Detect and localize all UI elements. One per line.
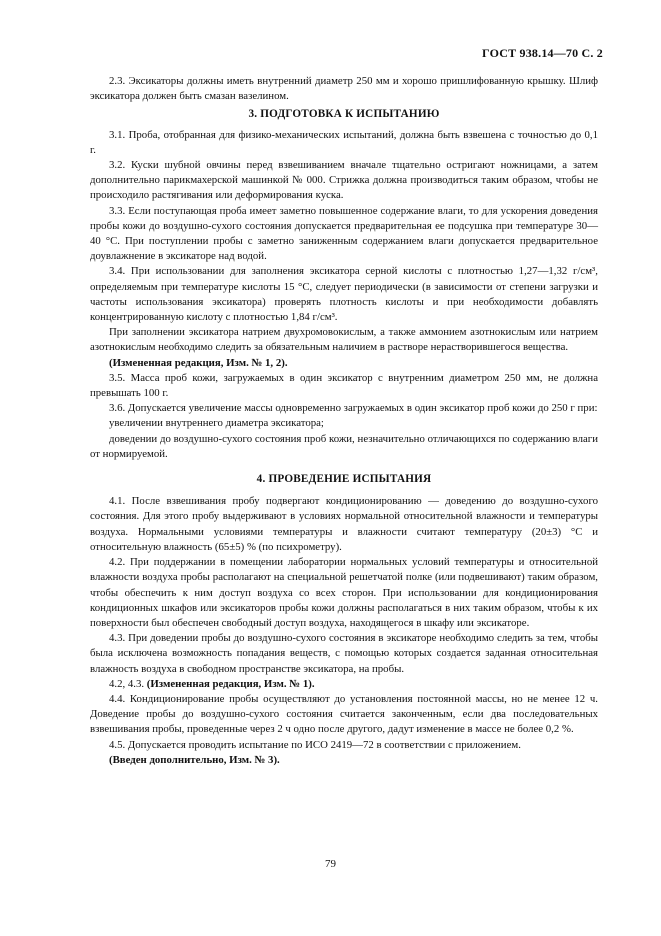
section-4-heading: 4. ПРОВЕДЕНИЕ ИСПЫТАНИЯ [256, 473, 432, 486]
paragraph-3-1: 3.1. Проба, отобранная для физико-механических испытаний, должна быть взвешена с точностью до 0,1 г. [90, 128, 598, 156]
edition-note-text: (Измененная редакция, Изм. № 1). [146, 677, 315, 690]
paragraph-4-3: 4.3. При доведении пробы до воздушно-сухого состояния в эксикаторе необходимо следить за тем, чтобы была исключена возможность попадания веществ, с помощью которых создается заданная относительная влажность воздуха в свободном пространстве эксикатора, на пробы. [90, 632, 598, 675]
paragraph-3-3: 3.3. Если поступающая проба имеет заметно повышенное содержание влаги, то для ускорения доведения пробы кожи до воздушно-сухого состояния допускается предварительная ее подсушка при температуре 30—40 °С. При поступлении пробы с заметно заниженным содержанием влаги допускается предварительное доувлажнение в эксикаторе над водой. [90, 204, 598, 263]
section-3-heading: 3. ПОДГОТОВКА К ИСПЫТАНИЮ [248, 108, 440, 121]
paragraph-2-3: 2.3. Эксикаторы должны иметь внутренний диаметр 250 мм и хорошо пришлифованную крышку. Шлиф эксикатора должен быть смазан вазелином. [90, 75, 598, 103]
edition-note-4-2-4-3 [90, 677, 598, 692]
paragraph-3-4-continued: При заполнении эксикатора натрием двухромовокислым, а также аммонием азотнокислым или натрием азотнокислым необходимо следить за обязательным наличием в растворе нерастворившегося вещества. [90, 326, 598, 354]
paragraph-4-5: 4.5. Допускается проводить испытание по ИСО 2419—72 в соответствии с приложением. [109, 738, 521, 751]
page-number: 79 [325, 858, 336, 870]
paragraph-3-6-item-a: увеличении внутреннего диаметра эксикатора; [109, 417, 324, 430]
edition-note-4-5: (Введен дополнительно, Изм. № 3). [109, 753, 280, 766]
paragraph-4-2: 4.2. При поддержании в помещении лаборатории нормальных условий температуры и относительной влажности воздуха пробы располагают на специальной решетчатой полке (или подвешивают) таким образом, чтобы обеспечить к ним доступ воздуха со всех сторон. При использовании для кондиционирования кондиционных шкафов или эксикаторов пробы кожи должны располагаться в них таким образом, чтобы к их поверхности был обеспечен свободный доступ воздуха, находящегося в шкафу или эксикаторе. [90, 556, 598, 629]
paragraph-3-6: 3.6. Допускается увеличение массы одновременно загружаемых в один эксикатор проб кожи до 250 г при: [109, 402, 598, 415]
page-header: ГОСТ 938.14—70 С. 2 [482, 46, 603, 60]
edition-note-prefix: 4.2, 4.3. [109, 677, 145, 690]
edition-note-section-3: (Измененная редакция, Изм. № 1, 2). [109, 356, 288, 369]
document-body [90, 74, 598, 768]
paragraph-3-6-item-b: доведении до воздушно-сухого состояния проб кожи, незначительно отличающихся по содержанию влаги от нормируемой. [90, 432, 598, 460]
paragraph-3-2: 3.2. Куски шубной овчины перед взвешиванием вначале тщательно остригают ножницами, а затем дополнительно парикмахерской машинкой № 000. Стрижка должна производиться таким образом, чтобы не происходило растягивания или деформирования куска. [90, 159, 598, 202]
paragraph-3-5: 3.5. Масса проб кожи, загружаемых в один эксикатор с внутренним диаметром 250 мм, не должна превышать 100 г. [90, 371, 598, 400]
paragraph-4-4: 4.4. Кондиционирование пробы осуществляют до установления постоянной массы, но не менее 12 ч. Доведение пробы до воздушно-сухого состояния считается законченным, если два последовательных взвешивания пробы, проведенные через 2 ч одно после другого, дадут изменение в массе не более 0,2 %. [90, 692, 598, 736]
paragraph-3-4: 3.4. При использовании для заполнения эксикатора серной кислоты с плотностью 1,27—1,32 г/см³, определяемым при температуре кислоты 15 °С, следует периодически (в зависимости от степени загрузки и частоты использования эксикатора) проверять плотность кислоты и при необходимости добавлять концентрированную кислоту с плотностью 1,84 г/см³. [90, 265, 598, 324]
paragraph-4-1: 4.1. После взвешивания пробу подвергают кондиционированию — доведению до воздушно-сухого состояния. Для этого пробу выдерживают в условиях нормальной относительной влажности и температуры воздуха. Нормальными условиями температуры и влажности считают температуру (20±3) °С и относительную влажность (65±5) % (по психрометру). [90, 495, 598, 553]
